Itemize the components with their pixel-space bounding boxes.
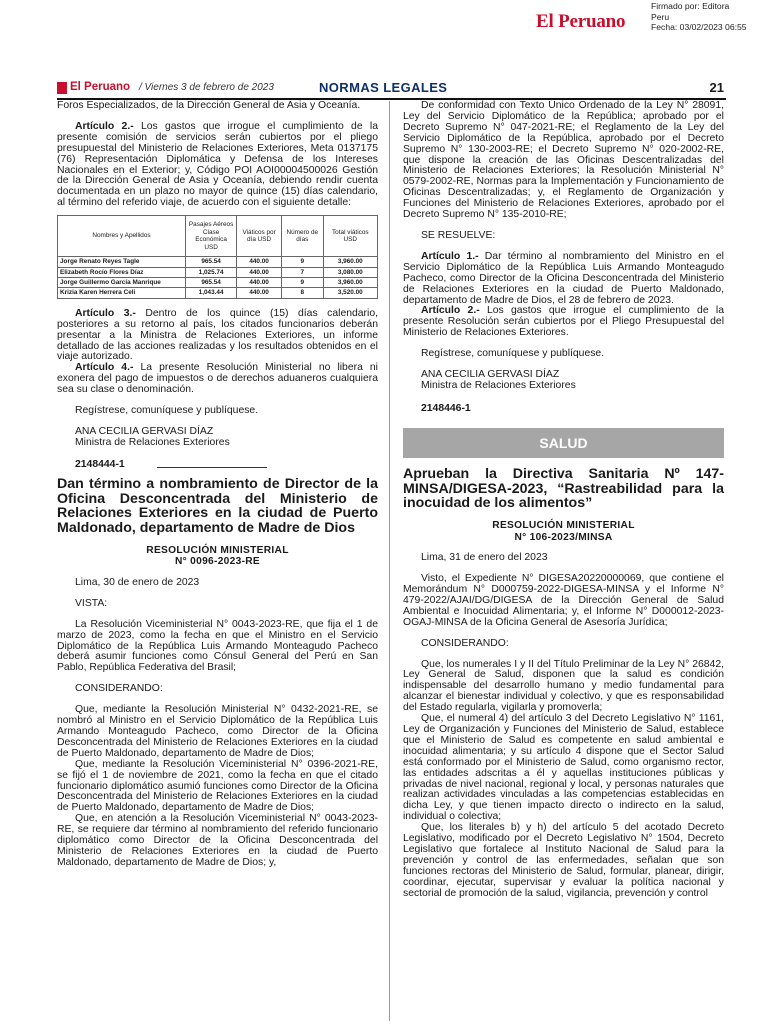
table-cell: 8 (281, 288, 323, 298)
left-signer-name: ANA CECILIA GERVASI DÍAZ (75, 425, 214, 437)
right-signer-name: ANA CECILIA GERVASI DÍAZ (421, 369, 560, 381)
left-decree-title: Dan término a nombramiento de Director de la Oficina Desconcentrada del Ministerio de Relaciones Exteriores en la ciudad de Puerto Maldonado, departamento de Madre de Dios (57, 475, 378, 537)
right-considerando-2: Que, el numeral 4) del artículo 3 del Decreto Legislativo N° 1161, Ley de Organización y Funciones del Ministerio de Salud, establece que el Ministerio de Salud es competente en salud ambiental e inocuidad alimentaria; y su artículo 4 dispone que el Sector Salud está conformado por el Ministerio de Salud, como organismo rector, las entidades adscritas a él y aquellas instituciones públicas y privadas de nivel nacional, regional y local, y personas naturales que realizan actividades vinculadas a las competencias establecidas en dicha Ley, y que tienen impacto directo o indirecto en la salud, individual o colectiva; (403, 713, 724, 823)
left-column (57, 101, 378, 869)
signature-line-1: Firmado por: Editora (651, 1, 730, 11)
left-article-2 (57, 122, 378, 209)
table-cell: 7 (281, 267, 323, 277)
right-decree-title: Aprueban la Directiva Sanitaria Nº 147-MINSA/DIGESA-2023, “Rastreabilidad para la inocuidad de los alimentos” (403, 465, 724, 512)
table-cell: 1,025.74 (186, 267, 237, 277)
table-cell: 3,960.00 (323, 257, 377, 267)
table-cell: 9 (281, 257, 323, 267)
table-cell: 440.00 (237, 277, 282, 287)
right-se-resuelve: SE RESUELVE: (421, 229, 496, 241)
table-cell: 965.54 (186, 277, 237, 287)
table-header-cell: Número de días (281, 216, 323, 257)
left-article-3 (57, 309, 378, 364)
page-number: 21 (709, 80, 724, 95)
table-cell: 440.00 (237, 267, 282, 277)
table-row (58, 257, 378, 267)
table-header-cell: Pasajes Aéreos Clase Económica USD (186, 216, 237, 257)
table-cell: 3,520.00 (323, 288, 377, 298)
right-resolution-line-2: N° 106-2023/MINSA (514, 531, 613, 543)
header-date: / Viernes 3 de febrero de 2023 (139, 82, 274, 93)
travel-expenses-table (57, 215, 378, 299)
table-cell: Jorge Guillermo García Manrique (58, 277, 186, 287)
table-header-cell: Total viáticos USD (323, 216, 377, 257)
article-text: Los gastos que irrogue el cumplimiento de la presente Resolución serán cubiertos por el Pliego Presupuestal del Ministerio de Relaciones Exteriores. (403, 305, 724, 339)
header-brand: El Peruano (70, 81, 131, 93)
left-vista-label: VISTA: (75, 597, 108, 609)
article-text: La presente Resolución Ministerial no libera ni exonera del pago de impuestos o de derechos aduaneros cualquiera sea su clase o denominación. (57, 362, 378, 396)
separator-rule (157, 467, 267, 468)
table-cell: 3,080.00 (323, 267, 377, 277)
right-considerando-3: Que, los literales b) y h) del artículo 5 del acotado Decreto Legislativo, modificado por el Decreto Legislativo N° 1504, Decreto Legislativo que fortalece al Instituto Nacional de Salud para la prevención y control de las enfermedades, señalan que son funciones rectoras del Ministerio de Salud, formular, planear, dirigir, coordinar, ejecutar, supervisar y evaluar la política nacional y sectorial de promoción de la salud, vigilancia, prevención y control (403, 822, 724, 899)
article-label: Artículo 3.- (75, 307, 136, 319)
article-label: Artículo 1.- (421, 250, 479, 262)
header-section-title: NORMAS LEGALES (319, 80, 448, 95)
article-label: Artículo 2.- (75, 120, 134, 132)
left-vista-paragraph: La Resolución Viceministerial N° 0043-2023-RE, que fija el 1 de marzo de 2023, como la fecha en que el Ministro en el Servicio Diplomático de la República Luis Armando Monteagudo Pacheco deberá asumir funciones como Cónsul General del Perú en San Pablo, República Federativa del Brasil; (57, 618, 378, 674)
left-signer-title: Ministra de Relaciones Exteriores (75, 436, 230, 448)
table-cell: 1,043.44 (186, 288, 237, 298)
article-label: Artículo 2.- (421, 305, 480, 317)
table-cell: Elizabeth Rocío Flores Díaz (58, 267, 186, 277)
right-considerando-1: Que, los numerales I y II del Título Preliminar de la Ley N° 26842, Ley General de Salud, disponen que la salud es condición indispensable del desarrollo humano y medio fundamental para alcanzar el bienestar individual y colectivo, y que es responsabilidad del Estado regularla, vigilarla y promoverla; (403, 658, 724, 714)
right-visto-paragraph: Visto, el Expediente N° DIGESA20220000069, que contiene el Memorándum N° D000759-2022-DIGESA-MINSA y el Informe N° 479-2022/AJAI/DG/DIGESA de la Dirección General de Salud Ambiental e Inocuidad Alimentaria; y, el Informe N° D000012-2023-OGAJ-MINSA de la Oficina General de Asesoría Jurídica; (403, 573, 724, 628)
left-considerando-3: Que, en atención a la Resolución Viceministerial N° 0043-2023-RE, se requiere dar término al nombramiento del referido funcionario diplomático como Director de la Oficina Desconcentrada del Ministerio de Relaciones Exteriores en la ciudad de Puerto Maldonado, departamento de Madre de Dios; y, (57, 813, 378, 868)
table-cell: 3,960.00 (323, 277, 377, 287)
signature-line-2: Peru (651, 11, 670, 22)
left-registrese: Regístrese, comuníquese y publíquese. (75, 405, 259, 417)
table-cell: Jorge Renato Reyes Tagle (58, 257, 186, 267)
right-signer-title: Ministra de Relaciones Exteriores (421, 379, 576, 391)
signature-line-3: Fecha: 03/02/2023 06:55 (651, 22, 747, 33)
table-cell: 440.00 (237, 288, 282, 298)
left-article-4 (57, 363, 378, 396)
left-document-code: 2148444-1 (75, 458, 125, 470)
article-text: Los gastos que irrogue el cumplimiento de la presente comisión de servicios serán cubiertos por el pliego presupuestal del Ministerio de Relaciones Exteriores, Meta 0137175 (76) Representación Diplomática y Defensa de los Intereses Nacionales en el Exterior; y, Código POI AOI00004500026 Gestión de la Dirección General de Asia y Oceanía, debiendo rendir cuenta documentada en un plazo no mayor de quince (15) días calendario, al término del referido viaje, de acuerdo con el siguiente detalle: (57, 120, 378, 209)
column-divider (389, 101, 390, 1021)
table-header-cell: Nombres y Apellidos (58, 216, 186, 257)
table-header-row (58, 216, 378, 257)
peru-flag-icon (57, 82, 67, 94)
right-registrese: Regístrese, comuníquese y publíquese. (421, 348, 605, 360)
left-resolution-line-2: N° 0096-2023-RE (174, 556, 261, 568)
signature-text (651, 1, 747, 33)
table-cell: 9 (281, 277, 323, 287)
table-header-cell: Viáticos por día USD (237, 216, 282, 257)
article-label: Artículo 4.- (75, 362, 134, 374)
right-column (403, 101, 724, 900)
left-paragraph-intro: Foros Especializados, de la Dirección General de Asia y Oceanía. (57, 100, 361, 111)
table-row (58, 277, 378, 287)
left-considerando-label: CONSIDERANDO: (75, 683, 163, 695)
table-cell: 440.00 (237, 257, 282, 267)
right-document-code: 2148446-1 (421, 402, 471, 414)
right-article-1 (403, 252, 724, 307)
digital-signature-stamp (536, 0, 768, 44)
right-place-date: Lima, 31 de enero del 2023 (421, 552, 548, 564)
right-article-2 (403, 306, 724, 339)
section-bar-salud: SALUD (403, 428, 724, 458)
left-place-date: Lima, 30 de enero de 2023 (75, 576, 200, 588)
left-considerando-1: Que, mediante la Resolución Ministerial N° 0432-2021-RE, se nombró al Ministro en el Servicio Diplomático de la República Luis Armando Monteagudo Pacheco, como Director de la Oficina Desconcentrada del Ministerio de Relaciones Exteriores en la ciudad de Puerto Maldonado, departamento de Madre de Dios; (57, 704, 378, 759)
el-peruano-logo: El Peruano (536, 11, 626, 32)
right-legal-basis: De conformidad con Texto Único Ordenado de la Ley N° 28091, Ley del Servicio Diplomático de la República; aprobado por el Decreto Supremo N° 047-2021-RE; el Reglamento de la Ley del Servicio Diplomático de la República, aprobado por el Decreto Supremo N° 130-2003-RE; el Decreto Supremo N° 020-2002-RE, que dispone la creación de las Oficinas Descentralizadas del Ministerio de Relaciones Exteriores; la Resolución Ministerial N° 0579-2002-RE, Normas para la Implementación y Funcionamiento de Oficinas Descentralizadas; y, el Reglamento de Organización y Funciones del Ministerio de Relaciones Exteriores, aprobado por el Decreto Supremo N° 135-2010-RE; (403, 100, 724, 221)
table-row (58, 267, 378, 277)
table-cell: Krizia Karen Herrera Celi (58, 288, 186, 298)
table-cell: 965.54 (186, 257, 237, 267)
right-resolution-line-1: RESOLUCIÓN MINISTERIAL (492, 520, 635, 532)
left-resolution-line-1: RESOLUCIÓN MINISTERIAL (146, 544, 289, 556)
article-text: Dar término al nombramiento del Ministro en el Servicio Diplomático de la República Luis Armando Monteagudo Pacheco, como Director de la Oficina Desconcentrada del Ministerio de Relaciones Exteriores en la ciudad de Puerto Maldonado, departamento de Madre de Dios, el 28 de febrero de 2023. (403, 250, 724, 306)
left-considerando-2: Que, mediante la Resolución Viceministerial N° 0396-2021-RE, se fijó el 1 de noviembre de 2021, como la fecha en que el citado funcionario diplomático asumió funciones como Director de la Oficina Desconcentrada del Ministerio de Relaciones Exteriores en la ciudad de Puerto Maldonado, departamento de Madre de Dios; (57, 758, 378, 814)
page-header (57, 80, 726, 97)
table-row (58, 288, 378, 298)
article-text: Dentro de los quince (15) días calendario, posteriores a su retorno al país, los citados funcionarios deberán presentar a la Ministra de Relaciones Exteriores, un informe detallado de las acciones realizadas y los resultados obtenidos en el viaje autorizado. (57, 307, 378, 363)
right-considerando-label: CONSIDERANDO: (421, 637, 509, 649)
